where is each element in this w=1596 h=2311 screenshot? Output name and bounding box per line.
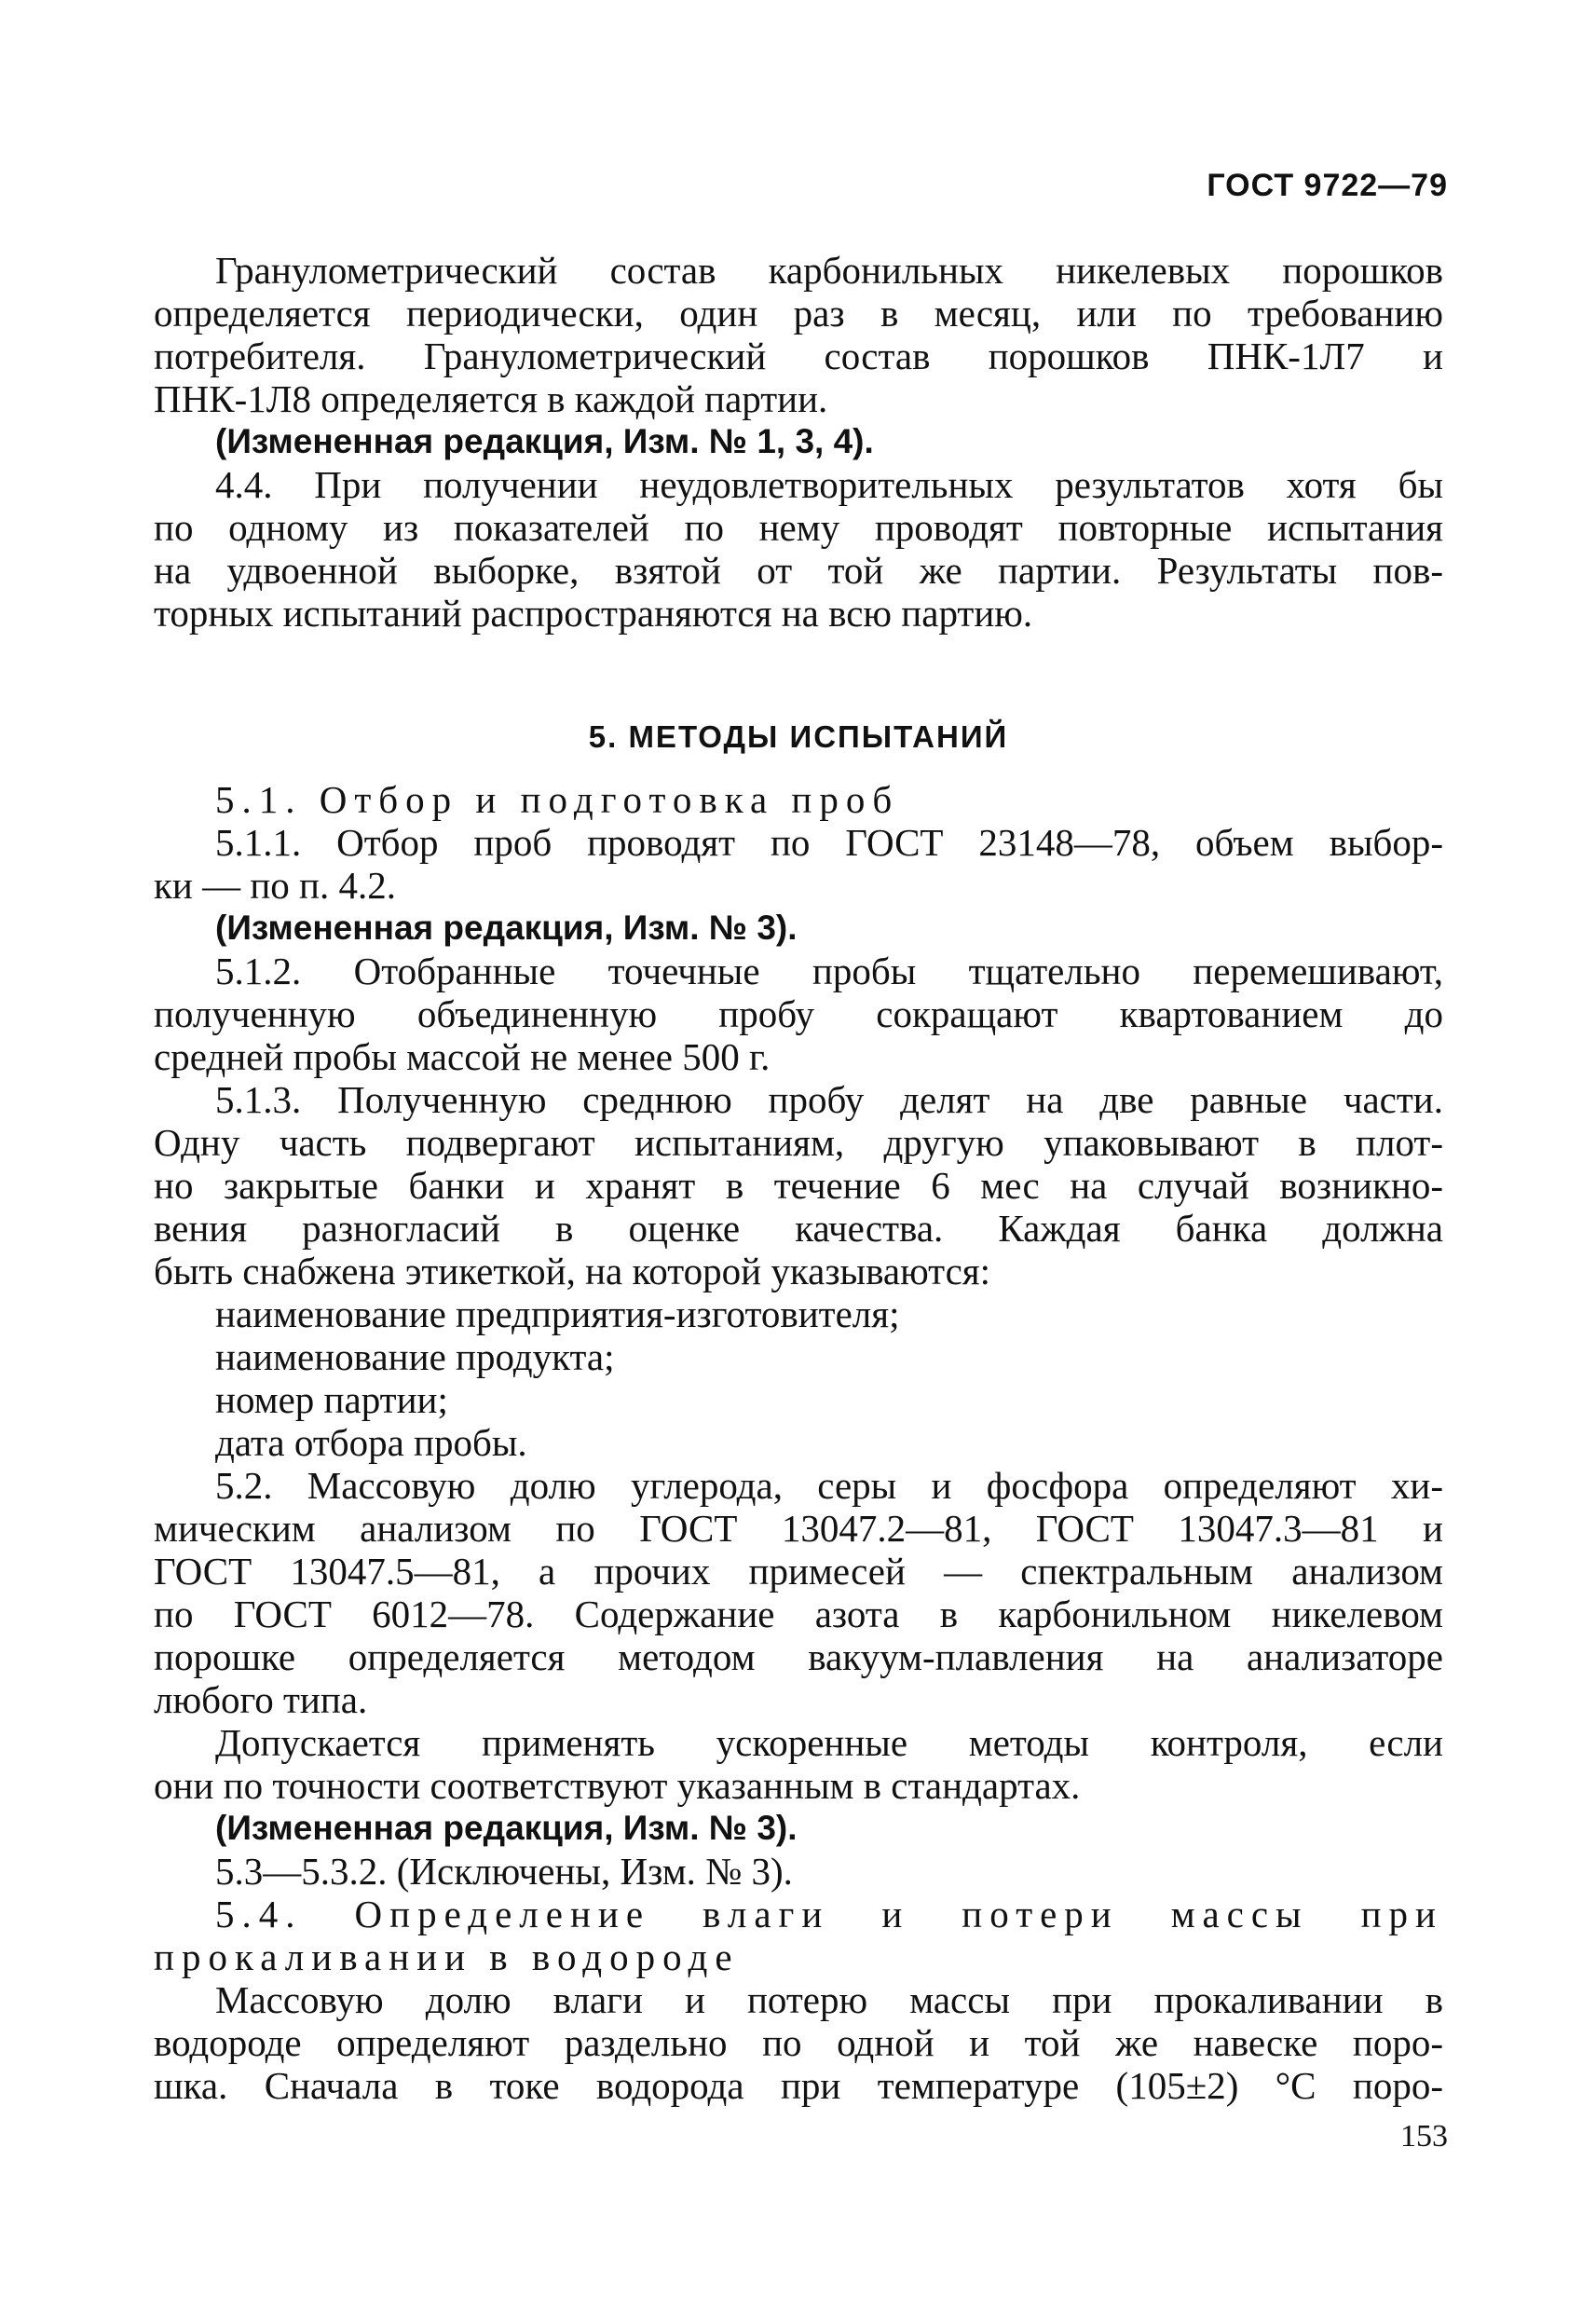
clause-5-3-excluded: 5.3—5.3.2. (Исключены, Изм. № 3). [215,1850,793,1893]
paragraph-line: ПНК-1Л8 определяется в каждой партии. [154,377,828,420]
subsection-heading: 5.1. Отбор и подготовка проб [215,778,900,821]
clause-5-1-1: 5.1.1. Отбор проб проводят по ГОСТ 23148—78, объем выбор- [215,821,1443,864]
paragraph-line: они по точности соответствуют указанным в стандартах. [154,1764,1081,1807]
label-list-item: наименование предприятия-изготовителя; [215,1292,900,1335]
document-body [154,249,1443,2107]
label-list-item: номер партии; [215,1378,448,1421]
paragraph-line: потребителя. Гранулометрический состав порошков ПНК-1Л7 и [154,335,1443,377]
clause-5-2: 5.2. Массовую долю углерода, серы и фосфора определяют хи- [215,1464,1443,1507]
amendment-note: (Измененная редакция, Изм. № 1, 3, 4). [215,422,874,460]
paragraph-line: водороде определяют раздельно по одной и той же навеске поро- [154,2021,1443,2064]
paragraph-line: на удвоенной выборке, взятой от той же партии. Результаты пов- [154,549,1443,592]
paragraph-line: Допускается применять ускоренные методы контроля, если [215,1721,1443,1764]
paragraph-line: шка. Сначала в токе водорода при температуре (105±2) °С поро- [154,2064,1443,2107]
subsection-heading: прокаливании в водороде [154,1935,740,1978]
paragraph-line: Гранулометрический состав карбонильных никелевых порошков [215,249,1443,292]
amendment-note: (Измененная редакция, Изм. № 3). [215,1809,798,1847]
clause-5-1-3: 5.1.3. Полученную среднюю пробу делят на две равные части. [215,1078,1443,1121]
clause-5-1-2: 5.1.2. Отобранные точечные пробы тщательно перемешивают, [215,950,1443,992]
paragraph-line: ГОСТ 13047.5—81, а прочих примесей — спектральным анализом [154,1550,1443,1593]
paragraph-line: Одну часть подвергают испытаниям, другую упаковывают в плот- [154,1121,1443,1164]
paragraph-line: по ГОСТ 6012—78. Содержание азота в карбонильном никелевом [154,1593,1443,1635]
paragraph-line: любого типа. [154,1678,368,1721]
section-gap [154,635,1443,709]
paragraph-line: полученную объединенную пробу сокращают квартованием до [154,992,1443,1035]
page-number: 153 [1400,2119,1448,2154]
paragraph-line: по одному из показателей по нему проводят повторные испытания [154,506,1443,549]
clause-4-4: 4.4. При получении неудовлетворительных результатов хотя бы [215,463,1443,506]
section-heading: 5. МЕТОДЫ ИСПЫТАНИЙ [588,719,1009,754]
section-gap-small [154,765,1443,778]
paragraph-line: ки — по п. 4.2. [154,864,396,907]
label-list-item: дата отбора пробы. [215,1421,527,1464]
paragraph-line: Массовую долю влаги и потерю массы при прокаливании в [215,1978,1443,2021]
subsection-heading: 5.4. Определение влаги и потери массы при [215,1893,1443,1935]
paragraph-line: быть снабжена этикеткой, на которой указываются: [154,1250,991,1292]
label-list-item: наименование продукта; [215,1335,615,1378]
document-code-header: ГОСТ 9722—79 [1207,168,1448,203]
amendment-note: (Измененная редакция, Изм. № 3). [215,909,798,947]
paragraph-line: но закрытые банки и хранят в течение 6 мес на случай возникно- [154,1164,1443,1207]
paragraph-line: торных испытаний распространяются на всю партию. [154,592,1033,635]
paragraph-line: определяется периодически, один раз в месяц, или по требованию [154,292,1443,335]
paragraph-line: мическим анализом по ГОСТ 13047.2—81, ГОСТ 13047.3—81 и [154,1507,1443,1550]
paragraph-line: вения разногласий в оценке качества. Каждая банка должна [154,1207,1443,1250]
paragraph-line: порошке определяется методом вакуум-плавления на анализаторе [154,1635,1443,1678]
paragraph-line: средней пробы массой не менее 500 г. [154,1035,771,1078]
